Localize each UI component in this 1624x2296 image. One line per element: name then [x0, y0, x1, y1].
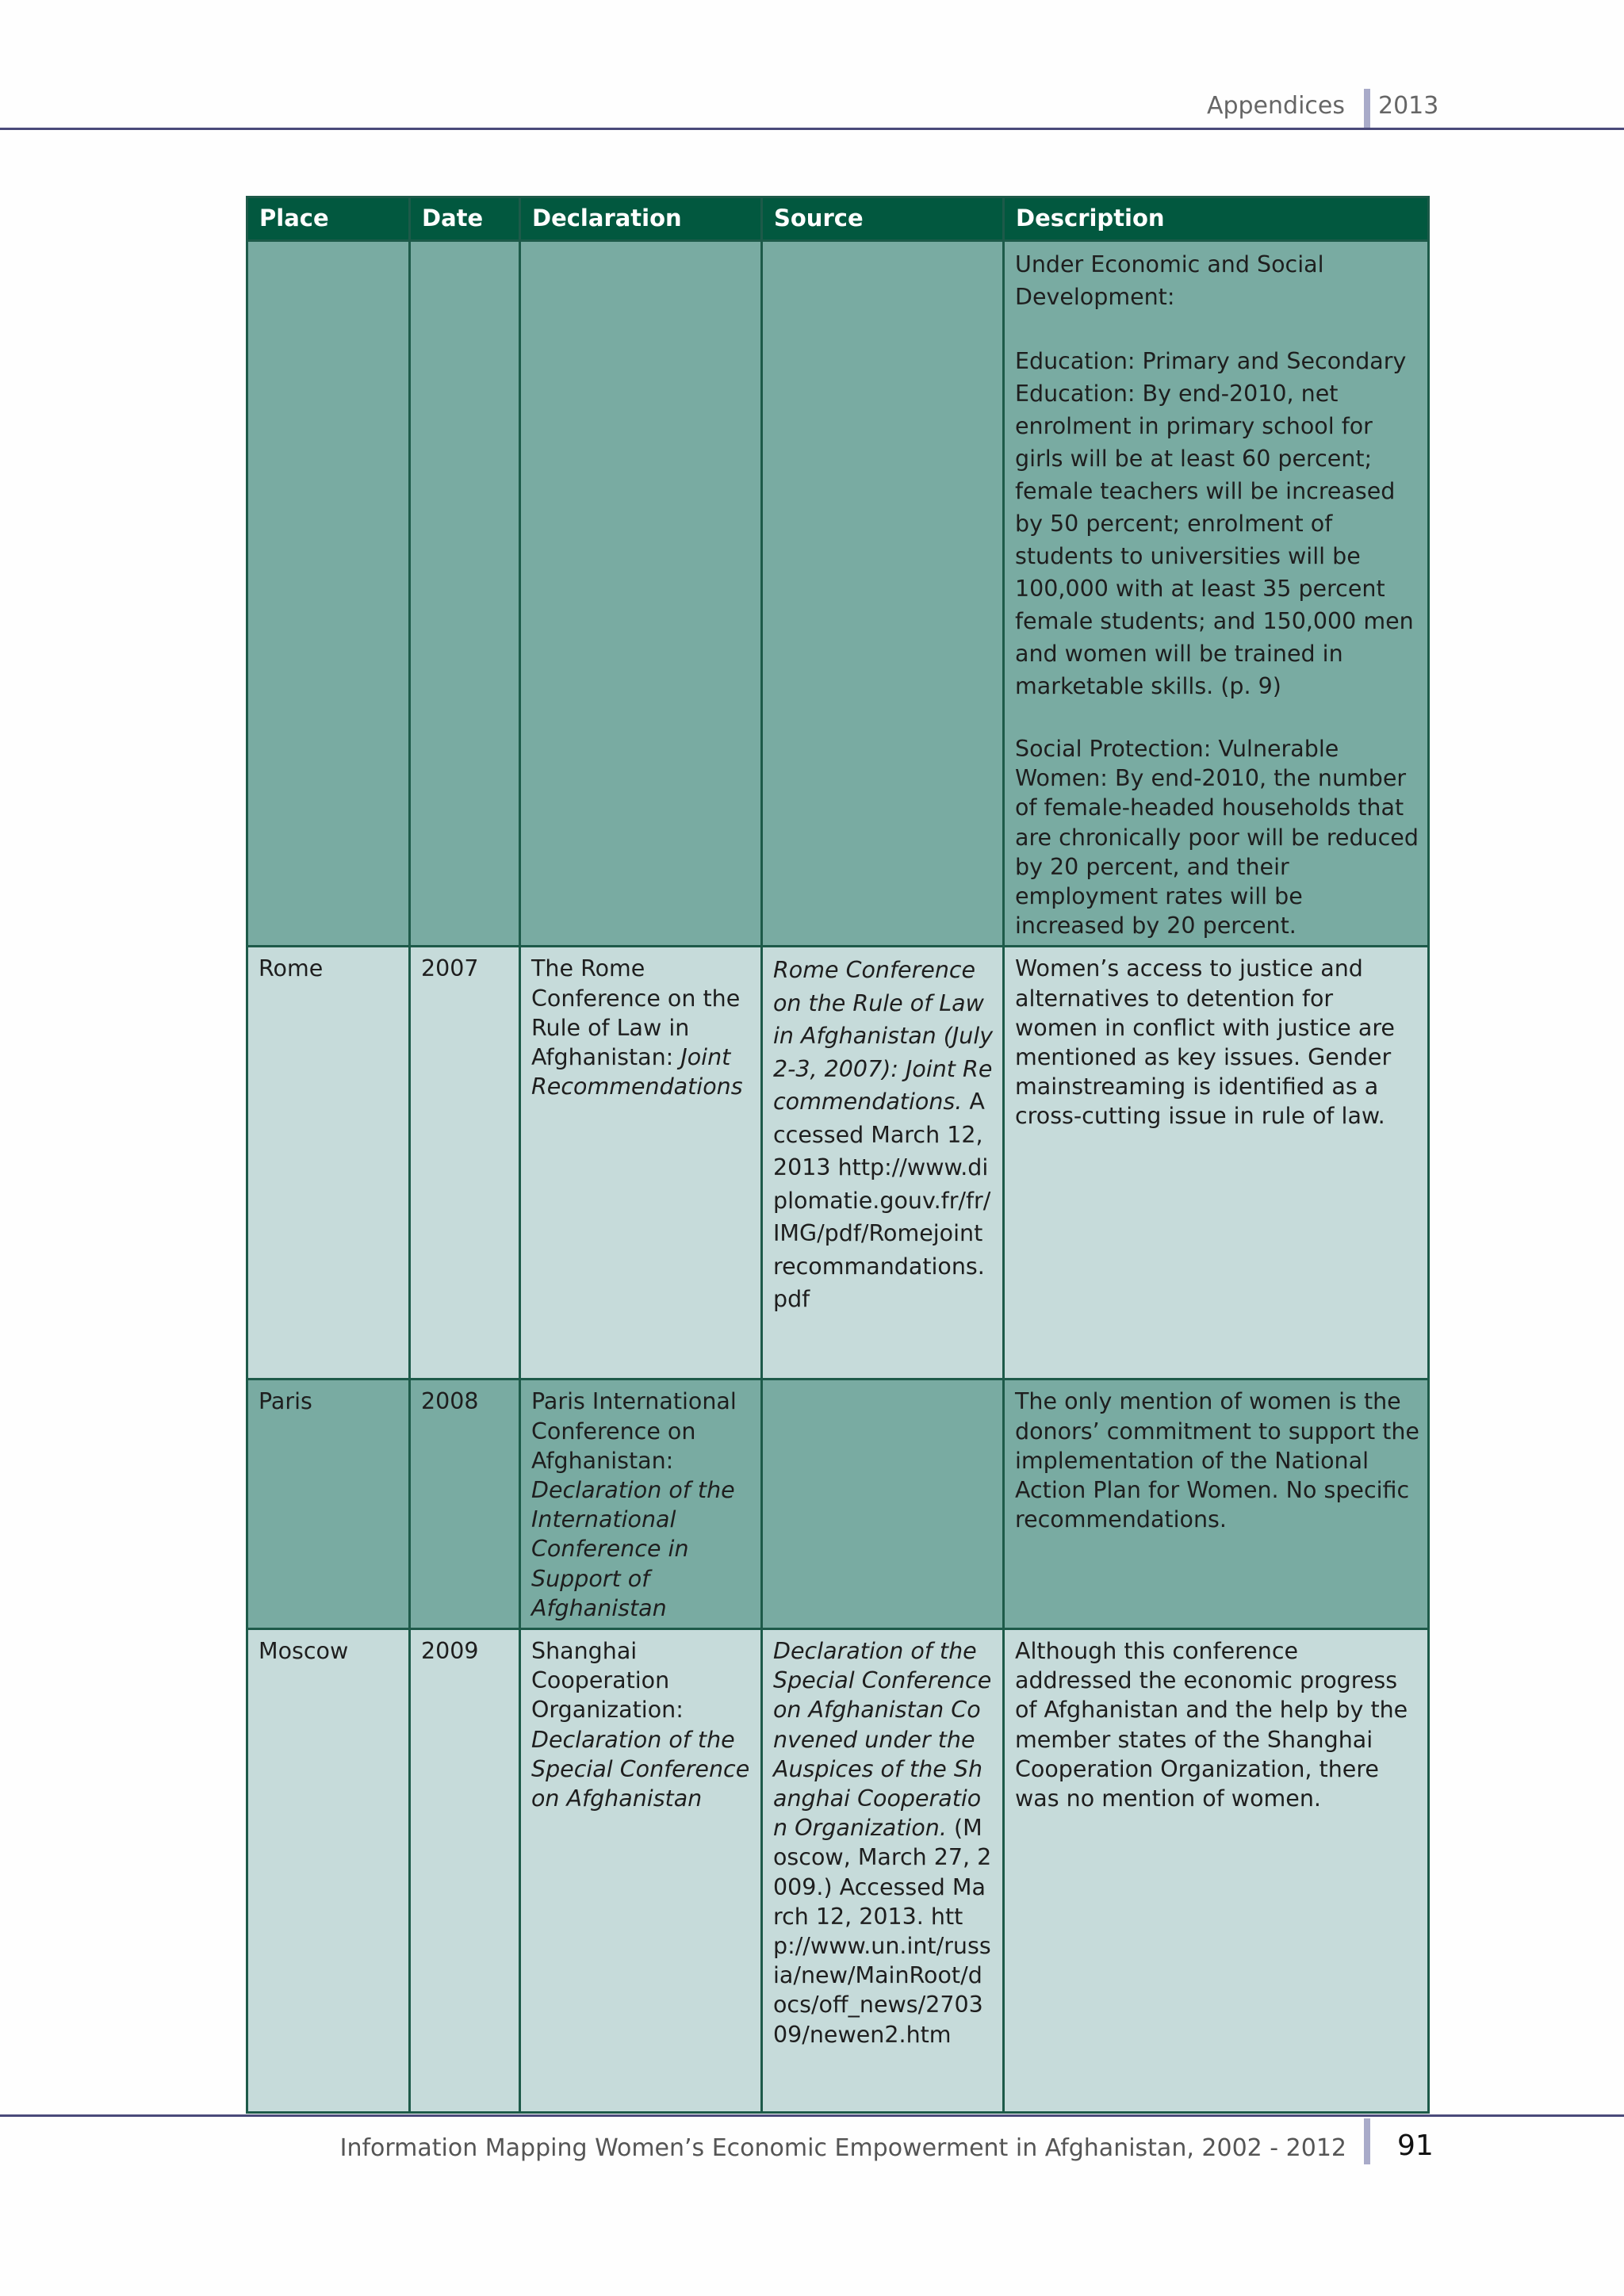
source-cell: [762, 1629, 1004, 2113]
source-title: Declaration of the Special Conference on Afghanistan Convened under the Auspices of the Shanghai Cooperation Organization.: [773, 1638, 992, 1842]
declaration-cell: [520, 1629, 762, 2113]
table-row-paris: [247, 1380, 1429, 1629]
header-year: 2013: [1378, 92, 1439, 120]
header-rule: [0, 128, 1624, 130]
place-cell: Paris: [247, 1380, 410, 1629]
declaration-text: The Rome Conference on the Rule of Law in Afghanistan:: [531, 955, 741, 1071]
place-cell: Moscow: [247, 1629, 410, 2113]
description-cell: The only mention of women is the donors’ commitment to support the implementation of the National Action Plan for Women. No specific recommendations.: [1004, 1380, 1429, 1629]
declarations-table: [246, 196, 1430, 2114]
declaration-text: Paris International Conference on Afghanistan:: [531, 1388, 737, 1474]
declaration-title: Declaration of the Special Conference on Afghanistan: [531, 1726, 750, 1812]
source-title: Rome Conference on the Rule of Law in Afghanistan (July 2-3, 2007): Joint Recommendations.: [773, 957, 994, 1115]
date-cell: 2008: [410, 1380, 520, 1629]
declaration-text: Shanghai Cooperation Organization:: [531, 1638, 684, 1724]
description-cell: Although this conference addressed the economic progress of Afghanistan and the help by the member states of the Shanghai Cooperation Organization, there was no mention of women.: [1004, 1629, 1429, 2113]
date-cell: [410, 241, 520, 947]
column-header-declaration: Declaration: [520, 197, 762, 241]
place-cell: [247, 241, 410, 947]
description-cell: [1004, 241, 1429, 947]
footer-divider: [1364, 2118, 1370, 2164]
description-paragraph: Social Protection: Vulnerable Women: By end-2010, the number of female-headed households that are chronically poor will be reduced by 20 percent, and their employment rates will be increased by 20 percent.: [1015, 736, 1419, 939]
footer-title: Information Mapping Women’s Economic Empowerment in Afghanistan, 2002 - 2012: [339, 2134, 1346, 2162]
page-header: [0, 89, 1624, 128]
declaration-cell: [520, 947, 762, 1380]
description-cell: Women’s access to justice and alternatives to detention for women in conflict with justice are mentioned as key issues. Gender mainstreaming is identified as a cross-cutting issue in rule of law.: [1004, 947, 1429, 1380]
declaration-cell: [520, 241, 762, 947]
declaration-cell: [520, 1380, 762, 1629]
column-header-date: Date: [410, 197, 520, 241]
source-cell: [762, 241, 1004, 947]
source-cell: [762, 1380, 1004, 1629]
date-cell: 2007: [410, 947, 520, 1380]
date-cell: 2009: [410, 1629, 520, 2113]
table-row-rome: [247, 947, 1429, 1380]
declaration-title: Joint Recommendations: [531, 1044, 743, 1100]
declaration-title: Declaration of the International Conference in Support of Afghanistan: [531, 1477, 735, 1621]
description-paragraph: Education: Primary and Secondary Education: By end-2010, net enrolment in primary school for girls will be at least 60 percent; female teachers will be increased by 50 percent; enrolment of students to universities will be 100,000 with at least 35 percent female students; and 150,000 men and women will be trained in marketable skills. (p. 9): [1015, 348, 1414, 699]
place-cell: Rome: [247, 947, 410, 1380]
description-paragraph: Under Economic and Social Development:: [1015, 251, 1324, 310]
source-cell: [762, 947, 1004, 1380]
page-number: 91: [1397, 2130, 1434, 2162]
source-text: Accessed March 12, 2013 http://www.diplomatie.gouv.fr/fr/IMG/pdf/Romejoint recommandations.pdf: [773, 1089, 991, 1313]
column-header-description: Description: [1004, 197, 1429, 241]
header-section-label: Appendices: [1206, 92, 1345, 120]
table-header-row: [247, 197, 1429, 241]
header-divider: [1364, 89, 1370, 130]
column-header-source: Source: [762, 197, 1004, 241]
source-text: (Moscow, March 27, 2009.) Accessed March 12, 2013. http://www.un.int/russia/new/MainRoot/docs/off_news/270309/newen2.htm: [773, 1815, 992, 2048]
table-row-continued: [247, 241, 1429, 947]
table-row-moscow: [247, 1629, 1429, 2113]
footer-rule: [0, 2114, 1624, 2117]
column-header-place: Place: [247, 197, 410, 241]
